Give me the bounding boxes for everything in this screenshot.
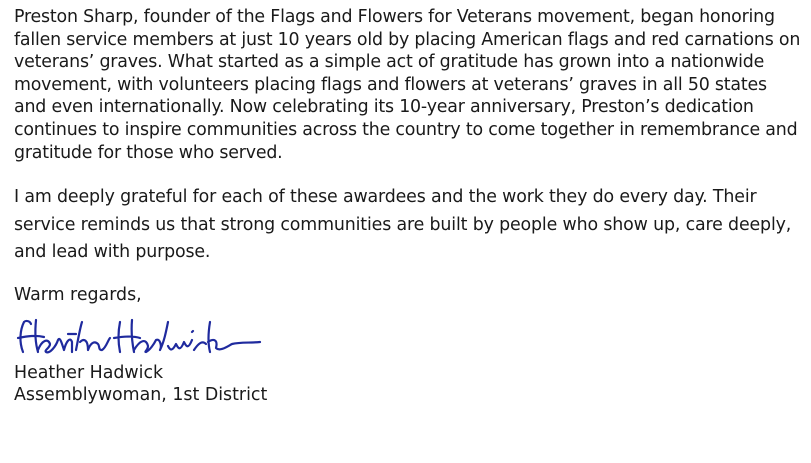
paragraph-gratitude: I am deeply grateful for each of these awardees and the work they do every day. Their service reminds us that strong communities are built by people who show up, care deeply, and lead with purpose. bbox=[14, 187, 792, 263]
letter-body bbox=[14, 6, 804, 407]
signer-name: Heather Hadwick bbox=[14, 362, 164, 383]
signer-title: Assemblywoman, 1st District bbox=[14, 385, 268, 406]
paragraph-founder-story: Preston Sharp, founder of the Flags and Flowers for Veterans movement, began honoring fallen service members at just 10 years old by placing American flags and red carnations on veterans’ graves. What started as a simple act of gratitude has grown into a nationwide movement, with volunteers placing flags and flowers at veterans’ graves in all 50 states and even internationally. Now celebrating its 10-year anniversary, Preston’s dedication continues to inspire communities across the country to come together in remembrance and gratitude for those who served. bbox=[14, 7, 801, 163]
closing-salutation: Warm regards, bbox=[14, 284, 142, 305]
handwritten-signature bbox=[14, 310, 264, 360]
signer-block bbox=[14, 362, 804, 407]
